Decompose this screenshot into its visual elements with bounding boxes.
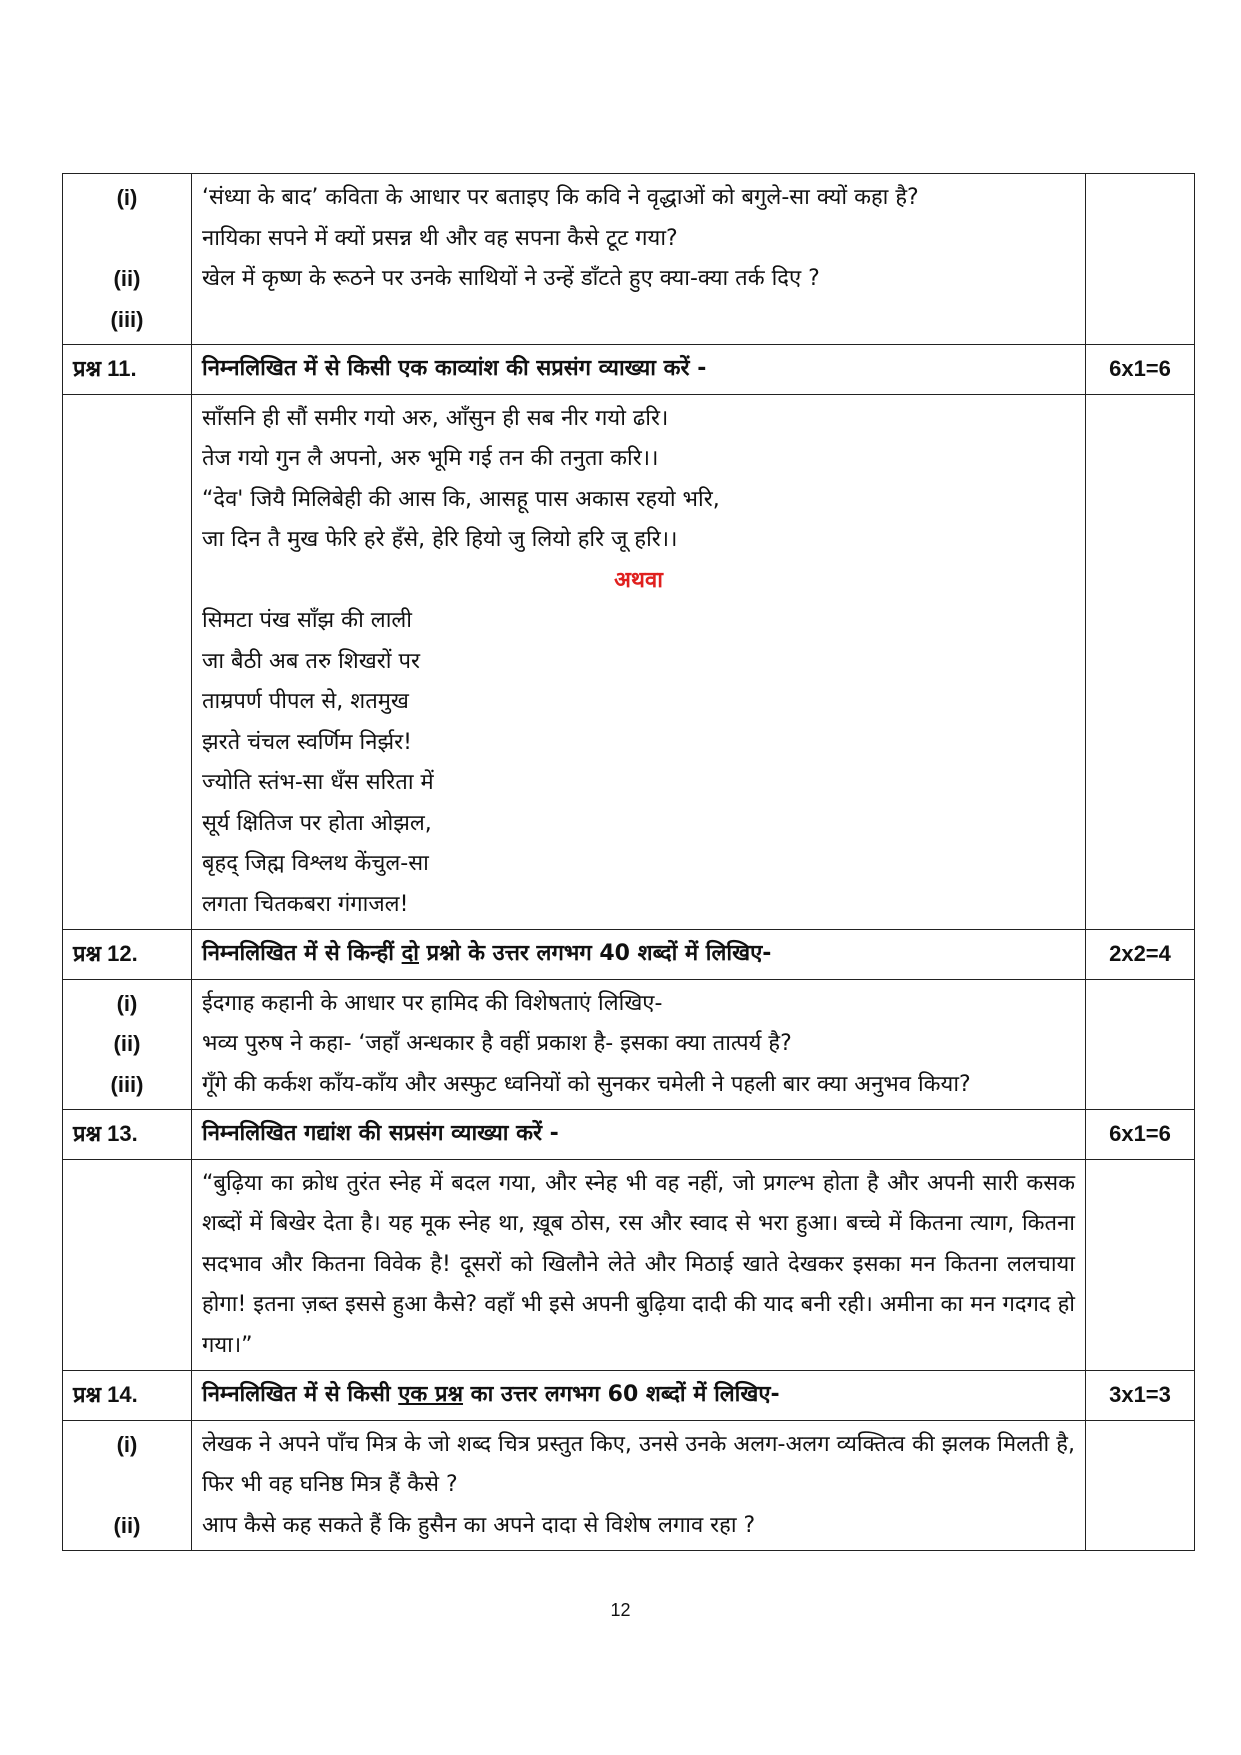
q10-item-ii: नायिका सपने में क्यों प्रसन्न थी और वह सपना कैसे टूट गया? — [202, 225, 678, 251]
q14-sub-numbers — [63, 1420, 192, 1551]
q11-body-row — [63, 394, 1195, 930]
q12-label: प्रश्न 12. — [63, 930, 192, 980]
q14-instruction: निम्नलिखित में से किसी एक प्रश्न का उत्तर लगभग 60 शब्दों में लिखिए- — [192, 1371, 1086, 1421]
q10-sub-numbers — [63, 174, 192, 345]
q12-marks: 2x2=4 — [1086, 930, 1195, 980]
poem1-line: तेज गयो गुन लै अपनो, अरु भूमि गई तन की तनुता करि।। — [202, 446, 659, 471]
q12-instruction: निम्नलिखित में से किन्हीं दो प्रश्नो के उत्तर लगभग 40 शब्दों में लिखिए- — [192, 930, 1086, 980]
q12-sub-numbers — [63, 979, 192, 1110]
question-paper-page — [62, 173, 1195, 1551]
q10-item-i: ‘संध्या के बाद’ कविता के आधार पर बताइए कि कवि ने वृद्धाओं को बगुले-सा क्यों कहा है? — [202, 185, 919, 210]
q14-body-row — [63, 1420, 1195, 1551]
or-label: अथवा — [614, 567, 663, 593]
q10-sub-texts — [192, 174, 1086, 345]
q12-items — [192, 979, 1086, 1110]
q14-label: प्रश्न 14. — [63, 1371, 192, 1421]
q14-marks: 3x1=3 — [1086, 1371, 1195, 1421]
q14-header-row — [63, 1371, 1195, 1421]
page-number: 12 — [610, 1600, 631, 1620]
q14-item-i: लेखक ने अपने पाँच मित्र के जो शब्द चित्र प्रस्तुत किए, उनसे उनके अलग-अलग व्यक्तित्व की झलक मिलती है, फिर भी वह घनिष्ठ मित्र हैं कैसे ? — [202, 1431, 1075, 1497]
q10-sub-ii: (ii) — [113, 266, 141, 291]
poem1-line: जा दिन तै मुख फेरि हरे हँसे, हेरि हियो जु लियो हरि जू हरि।। — [202, 527, 678, 552]
poem2-line: झरते चंचल स्वर्णिम निर्झर! — [202, 729, 412, 755]
poem2-line: सिमटा पंख साँझ की लाली — [202, 608, 413, 633]
questions-table — [62, 173, 1195, 1551]
q10-sub-i: (i) — [116, 185, 138, 210]
q13-passage: “बुढ़िया का क्रोध तुरंत स्नेह में बदल गया, और स्नेह भी वह नहीं, जो प्रगल्भ होता है और अपनी सारी कसक शब्दों में बिखेर देता है। यह मूक स्नेह था, ख़ूब ठोस, रस और स्वाद से भरा हुआ। बच्चे में कितना त्याग, कितना सदभाव और कितना विवेक है! दूसरों को खिलौने लेते और मिठाई खाते देखकर इसका मन कितना ललचाया होगा! इतना ज़ब्त इससे हुआ कैसे? वहाँ भी इसे अपनी बुढ़िया दादी की याद बनी रही। अमीना का मन गदगद हो गया।” — [192, 1159, 1086, 1371]
q10-item-iii: खेल में कृष्ण के रूठने पर उनके साथियों ने उन्हें डाँटते हुए क्या-क्या तर्क दिए ? — [202, 266, 820, 291]
q13-header-row — [63, 1110, 1195, 1160]
q12-item-i: ईदगाह कहानी के आधार पर हामिद की विशेषताएं लिखिए- — [202, 990, 663, 1016]
q11-poems — [192, 394, 1086, 930]
q11-label: प्रश्न 11. — [63, 345, 192, 395]
q11-instruction: निम्नलिखित में से किसी एक काव्यांश की सप्रसंग व्याख्या करें - — [192, 345, 1086, 395]
q10-sub-iii: (iii) — [110, 306, 144, 332]
q13-label: प्रश्न 13. — [63, 1110, 192, 1160]
q10-subquestions-row — [63, 174, 1195, 345]
q11-header-row — [63, 345, 1195, 395]
q14-sub-i: (i) — [116, 1431, 138, 1457]
q12-sub-ii: (ii) — [113, 1031, 141, 1056]
q14-items — [192, 1420, 1086, 1551]
poem2-line: लगता चितकबरा गंगाजल! — [202, 891, 409, 917]
q14-item-ii: आप कैसे कह सकते हैं कि हुसैन का अपने दादा से विशेष लगाव रहा ? — [202, 1512, 756, 1538]
poem1-line: “देव' जियै मिलिबेही की आस कि, आसहू पास अकास रहयो भरि, — [202, 486, 720, 512]
q13-instruction: निम्नलिखित गद्यांश की सप्रसंग व्याख्या करें - — [192, 1110, 1086, 1160]
q12-item-iii: गूँगे की कर्कश काँय-काँय और अस्फुट ध्वनियों को सुनकर चमेली ने पहली बार क्या अनुभव किया? — [202, 1071, 971, 1097]
poem2-line: ताम्रपर्ण पीपल से, शतमुख — [202, 689, 409, 714]
q13-marks: 6x1=6 — [1086, 1110, 1195, 1160]
q12-item-ii: भव्य पुरुष ने कहा- ‘जहाँ अन्धकार है वहीं प्रकाश है- इसका क्या तात्पर्य है? — [202, 1031, 792, 1056]
q12-sub-i: (i) — [116, 990, 138, 1016]
poem2-line: ज्योति स्तंभ-सा धँस सरिता में — [202, 770, 434, 795]
poem2-line: जा बैठी अब तरु शिखरों पर — [202, 648, 420, 674]
q12-body-row — [63, 979, 1195, 1110]
q12-header-row — [63, 930, 1195, 980]
poem2-line: सूर्य क्षितिज पर होता ओझल, — [202, 810, 432, 836]
q12-sub-iii: (iii) — [110, 1071, 144, 1097]
poem1-line: साँसनि ही सौं समीर गयो अरु, आँसुन ही सब नीर गयो ढरि। — [202, 405, 669, 431]
q11-marks: 6x1=6 — [1086, 345, 1195, 395]
poem2-line: बृहद् जिह्म विश्लथ केंचुल-सा — [202, 851, 429, 876]
q14-sub-ii: (ii) — [113, 1512, 141, 1538]
q13-body-row — [63, 1159, 1195, 1371]
